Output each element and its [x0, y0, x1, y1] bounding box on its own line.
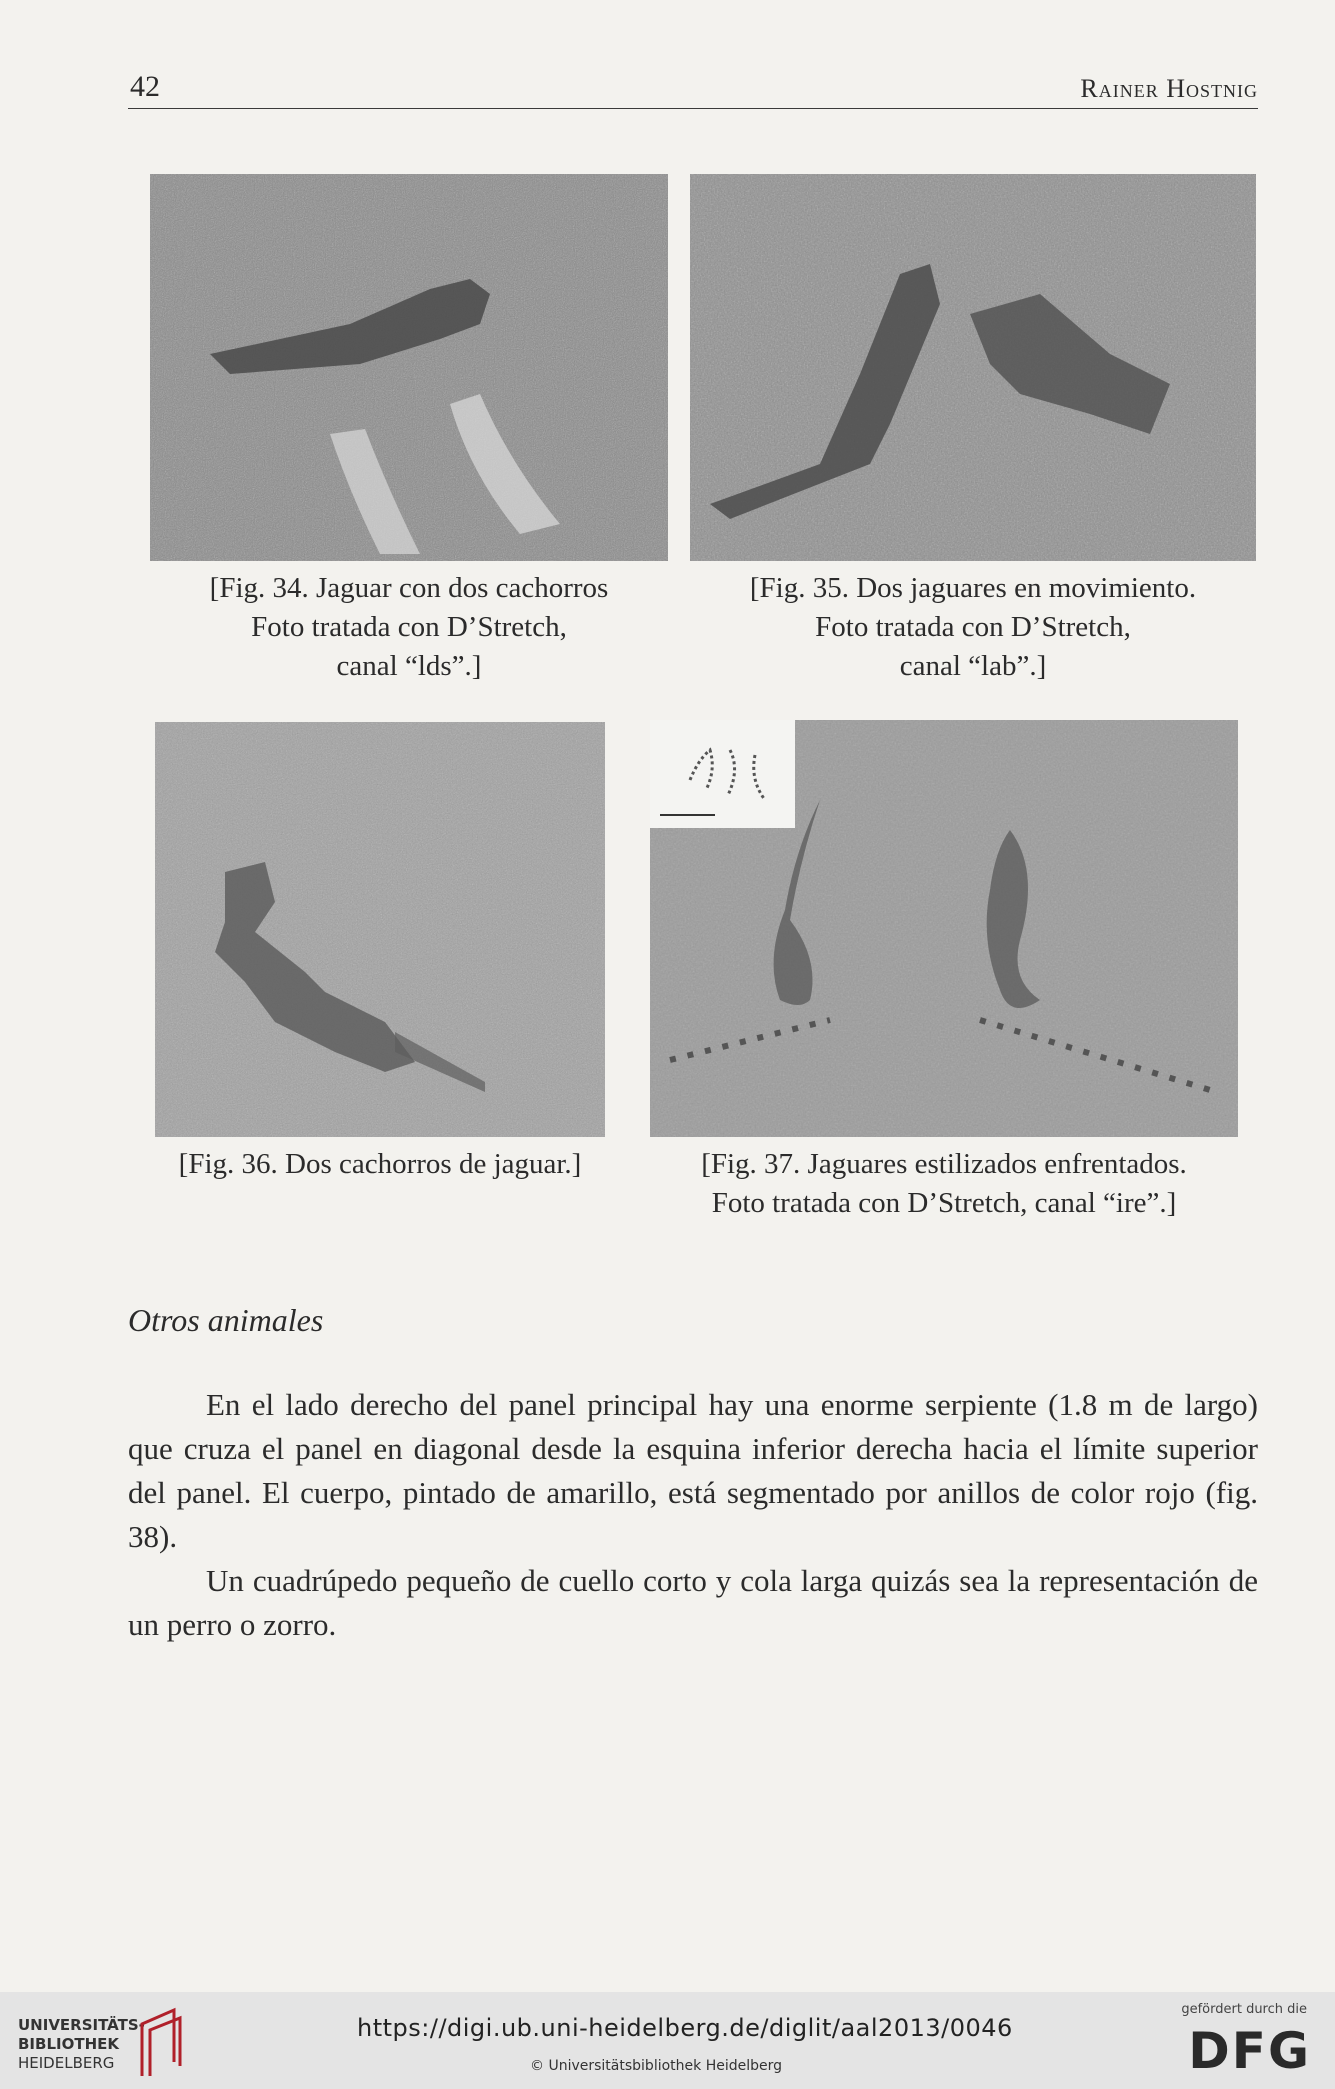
caption-line: [Fig. 37. Jaguares estilizados enfrentados. — [701, 1148, 1187, 1180]
funded-by-label: gefördert durch die — [1181, 2002, 1307, 2017]
caption-line: [Fig. 35. Dos jaguares en movimiento. — [749, 572, 1197, 604]
paragraph: En el lado derecho del panel principal hay una enorme serpiente (1.8 m de largo) que cruza el panel en diagonal desde la esquina inferior derecha hacia el límite superior del panel. El cuerpo, pintado de amarillo, está segmentado por anillos de color rojo (fig. 38). — [128, 1387, 1258, 1554]
figure-35-photo — [690, 174, 1256, 561]
figure-36-caption — [140, 1145, 620, 1184]
figure-37-photo — [650, 720, 1238, 1137]
library-name — [18, 2016, 145, 2073]
body-text — [128, 1383, 1258, 1647]
digitization-footer — [0, 1992, 1335, 2089]
caption-line: canal “lds”.] — [336, 650, 482, 682]
section-heading: Otros animales — [128, 1302, 324, 1338]
caption-line: canal “lab”.] — [899, 650, 1047, 682]
running-head: Rainer Hostnig — [1080, 74, 1258, 103]
library-logo-icon — [134, 2006, 186, 2078]
dfg-logo: DFG — [1188, 2022, 1311, 2080]
caption-line: Foto tratada con D’Stretch, — [815, 611, 1131, 643]
figure-36-photo — [155, 722, 605, 1137]
paragraph: Un cuadrúpedo pequeño de cuello corto y cola larga quizás sea la representación de un perro o zorro. — [128, 1563, 1258, 1642]
caption-line: Foto tratada con D’Stretch, canal “ire”.] — [711, 1187, 1177, 1219]
page-number: 42 — [130, 70, 160, 103]
library-name-line: HEIDELBERG — [18, 2054, 115, 2072]
page-header — [128, 68, 1258, 109]
copyright-notice: © Universitätsbibliothek Heidelberg — [530, 2058, 783, 2074]
figure-35-caption — [690, 569, 1256, 686]
library-name-line: UNIVERSITÄTS- — [18, 2016, 145, 2034]
caption-line: [Fig. 34. Jaguar con dos cachorros — [209, 572, 609, 604]
figure-34-caption — [150, 569, 668, 686]
library-name-line: BIBLIOTHEK — [18, 2035, 119, 2053]
caption-line: [Fig. 36. Dos cachorros de jaguar.] — [178, 1148, 582, 1180]
document-url-link[interactable]: https://digi.ub.uni-heidelberg.de/diglit/aal2013/0046 — [357, 2014, 1013, 2042]
figure-37-caption — [650, 1145, 1238, 1223]
caption-line: Foto tratada con D’Stretch, — [251, 611, 567, 643]
figure-34-photo — [150, 174, 668, 561]
